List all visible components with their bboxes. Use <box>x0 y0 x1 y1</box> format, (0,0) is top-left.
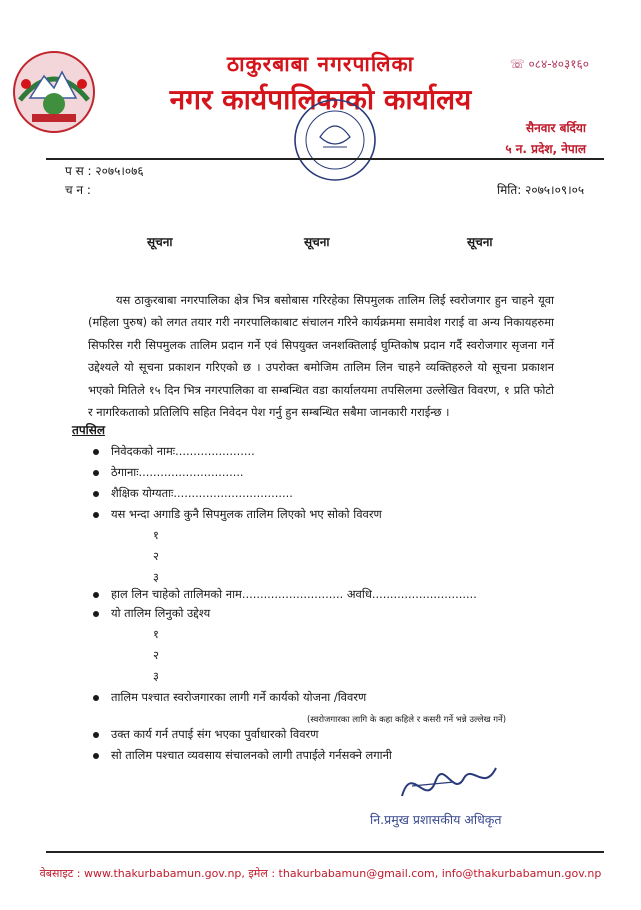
qualification-field: शैक्षिक योग्यताः................................. <box>111 486 293 500</box>
bullet-icon <box>93 592 99 598</box>
bullet-icon <box>93 695 99 701</box>
notice-heading: सूचना <box>304 235 330 249</box>
investment-field: सो तालिम पश्चात व्यवसाय संचालनको लागी तपाईले गर्नसक्ने लगानी <box>111 748 392 762</box>
municipality-name: ठाकुरबाबा नगरपालिका <box>226 52 415 76</box>
header-divider <box>46 158 604 160</box>
list-item <box>93 690 366 705</box>
list-number: ३ <box>153 669 159 683</box>
list-item <box>93 486 293 501</box>
section-title: तपसिल <box>72 423 106 437</box>
list-number: १ <box>153 627 159 641</box>
list-number: ३ <box>153 570 159 584</box>
dispatch-number: च न : <box>65 183 91 197</box>
bullet-icon <box>93 491 99 497</box>
notice-heading: सूचना <box>147 235 173 249</box>
bullet-icon <box>93 753 99 759</box>
notice-body: यस ठाकुरबाबा नगरपालिका क्षेत्र भित्र बसोबास गरिरहेका सिपमुलक तालिम लिई स्वरोजगार हुन चाहने यूवा (महिला पुरुष) को लगत तयार गरी नगरपालिकाबाट संचालन गरिने कार्यक्रममा समावेश गराई वा अन्य निकायहरुमा सिफरिस गरी सिपमुलक तालिम प्रदान गर्ने एवं सिपयुक्त जनशक्तिलाई घुम्तिकोष प्रदान गर्दै स्वरोजगार सृजना गर्ने उद्देश्यले यो सूचना प्रकाशन गरिएको छ । उपरोक्त बमोजिम तालिम लिन चाहने व्यक्तिहरुले यो सूचना प्रकाशन भएको मितिले १५ दिन भित्र नगरपालिका वा सम्बन्धित वडा कार्यालयमा तपसिलमा उल्लेखित विवरण, १ प्रति फोटो र नागरिकताको प्रतिलिपि सहित निवेदन पेश गर्नु हुन सम्बन्धित सबैमा जानकारी गराईन्छ । <box>88 293 554 420</box>
bullet-icon <box>93 470 99 476</box>
date: मिति: २०७५।०९।०५ <box>497 183 585 197</box>
bullet-icon <box>93 449 99 455</box>
applicant-name-field: निवेदकको नामः...................... <box>111 444 255 458</box>
list-number: २ <box>153 549 159 563</box>
address-line-1: सैनवार बर्दिया <box>525 121 586 135</box>
address-line-2: ५ न. प्रदेश, नेपाल <box>505 142 586 156</box>
phone-number: ☏ ०८४-४०३१६० <box>509 57 589 71</box>
plan-note: (स्वरोजगारका लागि के कहा कहिले र कसरी गर्ने भन्ने उल्लेख गर्ने) <box>307 715 507 725</box>
list-item <box>93 587 477 602</box>
bullet-icon <box>93 732 99 738</box>
signature-title: नि.प्रमुख प्रशासकीय अधिकृत <box>370 812 502 827</box>
footer-contact: वेबसाइट : www.thakurbabamun.gov.np, इमेल : thakurbabamun@gmail.com, info@thakurbabamun.gov.np <box>39 867 602 880</box>
reference-number: प स : २०७५।०७६ <box>65 164 144 178</box>
purpose-field: यो तालिम लिनुको उद्देश्य <box>111 606 211 620</box>
list-number: १ <box>153 528 159 542</box>
address-field: ठेगानाः............................. <box>111 465 244 479</box>
footer-divider <box>46 851 604 853</box>
signature-icon <box>392 752 512 812</box>
plan-field: तालिम पश्चात स्वरोजगारका लागी गर्ने कार्यको योजना /विवरण <box>111 690 367 704</box>
previous-training-field: यस भन्दा अगाडि कुनै सिपमुलक तालिम लिएको भए सोको विवरण <box>111 507 382 521</box>
office-title: नगर कार्यपालिकाको कार्यालय <box>169 83 472 116</box>
infrastructure-field: उक्त कार्य गर्न तपाई संग भएका पुर्वाधारको विवरण <box>111 727 319 741</box>
bullet-icon <box>93 611 99 617</box>
list-item <box>93 727 318 742</box>
list-item <box>93 507 382 522</box>
office-stamp-icon <box>290 95 380 185</box>
list-number: २ <box>153 648 159 662</box>
list-item <box>93 465 244 480</box>
list-item <box>93 444 255 459</box>
notice-heading: सूचना <box>467 235 493 249</box>
training-name-field: हाल लिन चाहेको तालिमको नाम............................ अवधि............................. <box>111 587 477 601</box>
list-item <box>93 748 392 763</box>
bullet-icon <box>93 512 99 518</box>
list-item <box>93 606 210 621</box>
